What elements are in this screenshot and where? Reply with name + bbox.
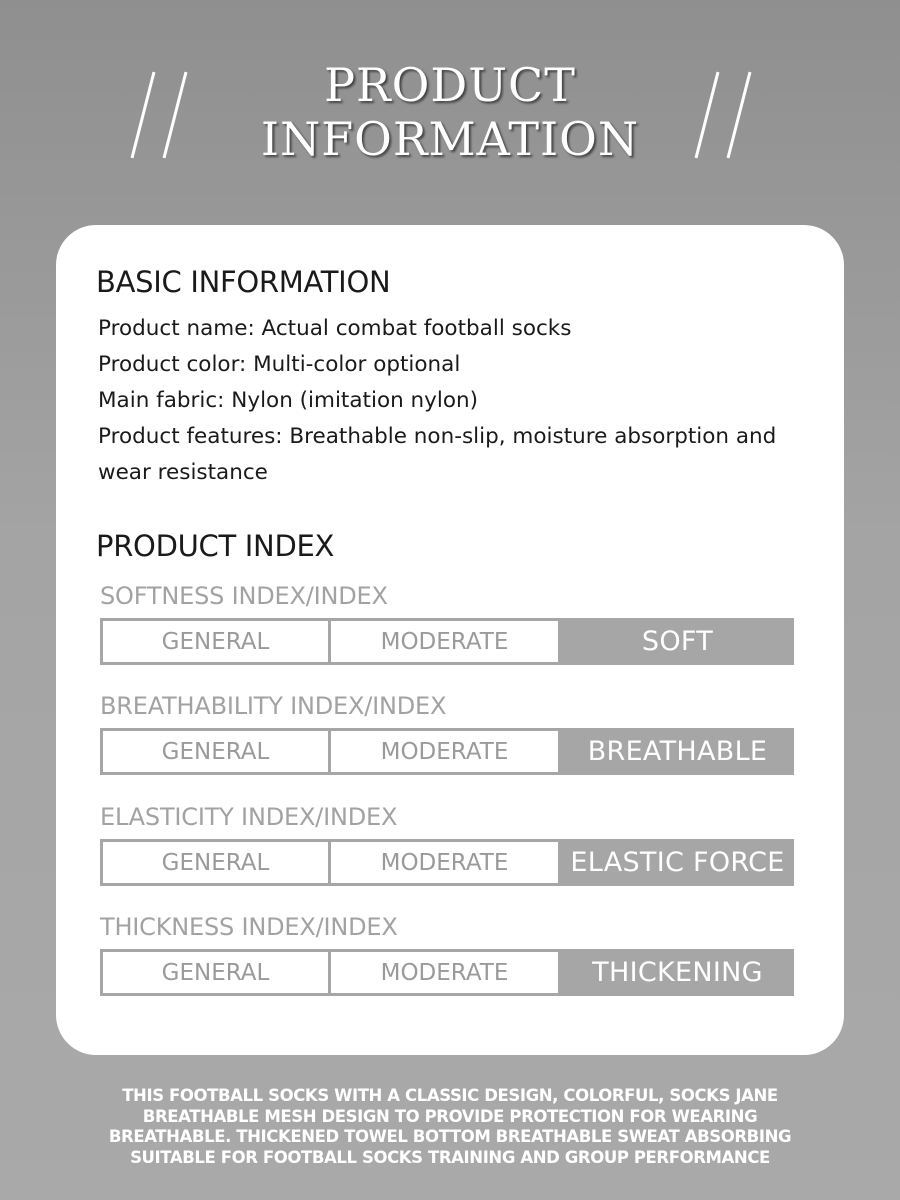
basic-information-list (98, 311, 808, 491)
breathability-index-label: BREATHABILITY INDEX/INDEX (100, 692, 447, 720)
product-name-line: Product name: Actual combat football socks (98, 316, 572, 341)
thickness-index-label: THICKNESS INDEX/INDEX (100, 913, 398, 941)
page-title-line2: INFORMATION (260, 112, 640, 166)
thickness-option-moderate: MODERATE (331, 949, 561, 996)
softness-index (100, 582, 794, 665)
softness-index-label: SOFTNESS INDEX/INDEX (100, 582, 388, 610)
basic-information-heading: BASIC INFORMATION (96, 265, 391, 299)
thickness-option-general: GENERAL (100, 949, 331, 996)
decorative-slashes-right (690, 70, 760, 160)
elasticity-option-general: GENERAL (100, 839, 331, 886)
thickness-option-selected: THICKENING (561, 949, 794, 996)
elasticity-option-moderate: MODERATE (331, 839, 561, 886)
softness-option-general: GENERAL (100, 618, 331, 665)
breathability-index (100, 692, 794, 775)
footer-description: THIS FOOTBALL SOCKS WITH A CLASSIC DESIGN, COLORFUL, SOCKS JANE BREATHABLE MESH DESIGN TO PROVIDE PROTECTION FOR WEARING BREATHABLE. THICKENED TOWEL BOTTOM BREATHABLE SWEAT ABSORBING SUITABLE FOR FOOTBALL SOCKS TRAINING AND GROUP PERFORMANCE (108, 1086, 792, 1167)
product-features-line: Product features: Breathable non-slip, moisture absorption and wear resistance (98, 424, 777, 485)
softness-option-moderate: MODERATE (331, 618, 561, 665)
softness-option-selected: SOFT (561, 618, 794, 665)
breathability-option-selected: BREATHABLE (561, 728, 794, 775)
info-card (56, 225, 844, 1055)
page-title-line1: PRODUCT (324, 58, 576, 112)
thickness-index (100, 913, 794, 996)
decorative-slashes-left (126, 70, 196, 160)
double-slash-icon (126, 70, 196, 160)
page-title (200, 58, 700, 166)
main-fabric-line: Main fabric: Nylon (imitation nylon) (98, 388, 479, 413)
elasticity-index (100, 803, 794, 886)
elasticity-index-label: ELASTICITY INDEX/INDEX (100, 803, 398, 831)
elasticity-option-selected: ELASTIC FORCE (561, 839, 794, 886)
breathability-option-moderate: MODERATE (331, 728, 561, 775)
breathability-option-general: GENERAL (100, 728, 331, 775)
product-index-heading: PRODUCT INDEX (96, 529, 335, 563)
breathability-index-bar (100, 728, 794, 775)
softness-index-bar (100, 618, 794, 665)
elasticity-index-bar (100, 839, 794, 886)
double-slash-icon (690, 70, 760, 160)
thickness-index-bar (100, 949, 794, 996)
product-color-line: Product color: Multi-color optional (98, 352, 461, 377)
